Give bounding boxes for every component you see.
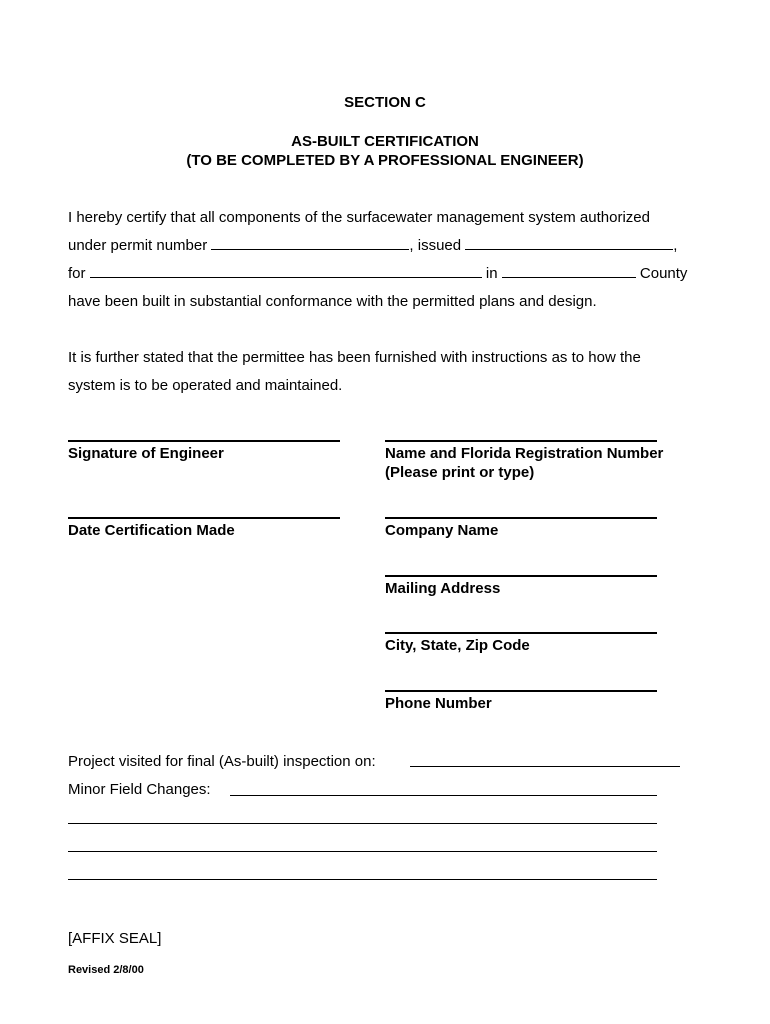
company-name-field[interactable] — [385, 517, 657, 519]
minor-changes-line-1[interactable] — [230, 795, 657, 796]
inspection-date-field[interactable] — [410, 766, 680, 767]
cert-line-1: I hereby certify that all components of the surfacewater management system authorized — [68, 209, 650, 226]
print-type-note: (Please print or type) — [385, 464, 535, 481]
permit-number-field[interactable] — [211, 233, 409, 250]
city-state-zip-label: City, State, Zip Code — [385, 637, 530, 654]
affix-seal-text: [AFFIX SEAL] — [68, 930, 162, 947]
issued-label: , issued — [409, 237, 462, 254]
phone-number-field[interactable] — [385, 690, 657, 692]
permit-number-label: under permit number — [68, 237, 208, 254]
cert-line-4: have been built in substantial conformance with the permitted plans and design. — [68, 293, 597, 310]
project-name-field[interactable] — [90, 261, 482, 278]
signature-field[interactable] — [68, 440, 340, 442]
inspection-label: Project visited for final (As-built) inspection on: — [68, 753, 376, 770]
mailing-address-field[interactable] — [385, 575, 657, 577]
company-name-label: Company Name — [385, 522, 499, 539]
name-registration-label: Name and Florida Registration Number — [385, 445, 664, 462]
mailing-address-label: Mailing Address — [385, 580, 501, 597]
statement-line-2: system is to be operated and maintained. — [68, 377, 343, 394]
section-heading: SECTION C — [344, 94, 426, 111]
phone-number-label: Phone Number — [385, 695, 492, 712]
signature-label: Signature of Engineer — [68, 445, 224, 462]
form-subtitle: (TO BE COMPLETED BY A PROFESSIONAL ENGINEER) — [186, 152, 584, 169]
name-registration-field[interactable] — [385, 440, 657, 442]
for-label: for — [68, 265, 86, 282]
form-title: AS-BUILT CERTIFICATION — [291, 133, 479, 150]
minor-field-changes-label: Minor Field Changes: — [68, 781, 211, 798]
revised-date: Revised 2/8/00 — [68, 964, 144, 976]
minor-changes-line-3[interactable] — [68, 851, 657, 852]
minor-changes-line-4[interactable] — [68, 879, 657, 880]
date-certification-field[interactable] — [68, 517, 340, 519]
county-label: County — [639, 265, 688, 282]
statement-line-1: It is further stated that the permittee has been furnished with instructions as to how the — [68, 349, 641, 366]
city-state-zip-field[interactable] — [385, 632, 657, 634]
in-label: in — [485, 265, 498, 282]
county-field[interactable] — [502, 261, 636, 278]
issued-date-field[interactable] — [465, 233, 673, 250]
date-certification-label: Date Certification Made — [68, 522, 235, 539]
minor-changes-line-2[interactable] — [68, 823, 657, 824]
cert-line-2 — [68, 232, 728, 260]
certification-paragraph — [68, 204, 728, 316]
cert-line-3 — [68, 260, 728, 288]
statement-paragraph — [68, 344, 728, 400]
comma-text: , — [673, 237, 678, 254]
